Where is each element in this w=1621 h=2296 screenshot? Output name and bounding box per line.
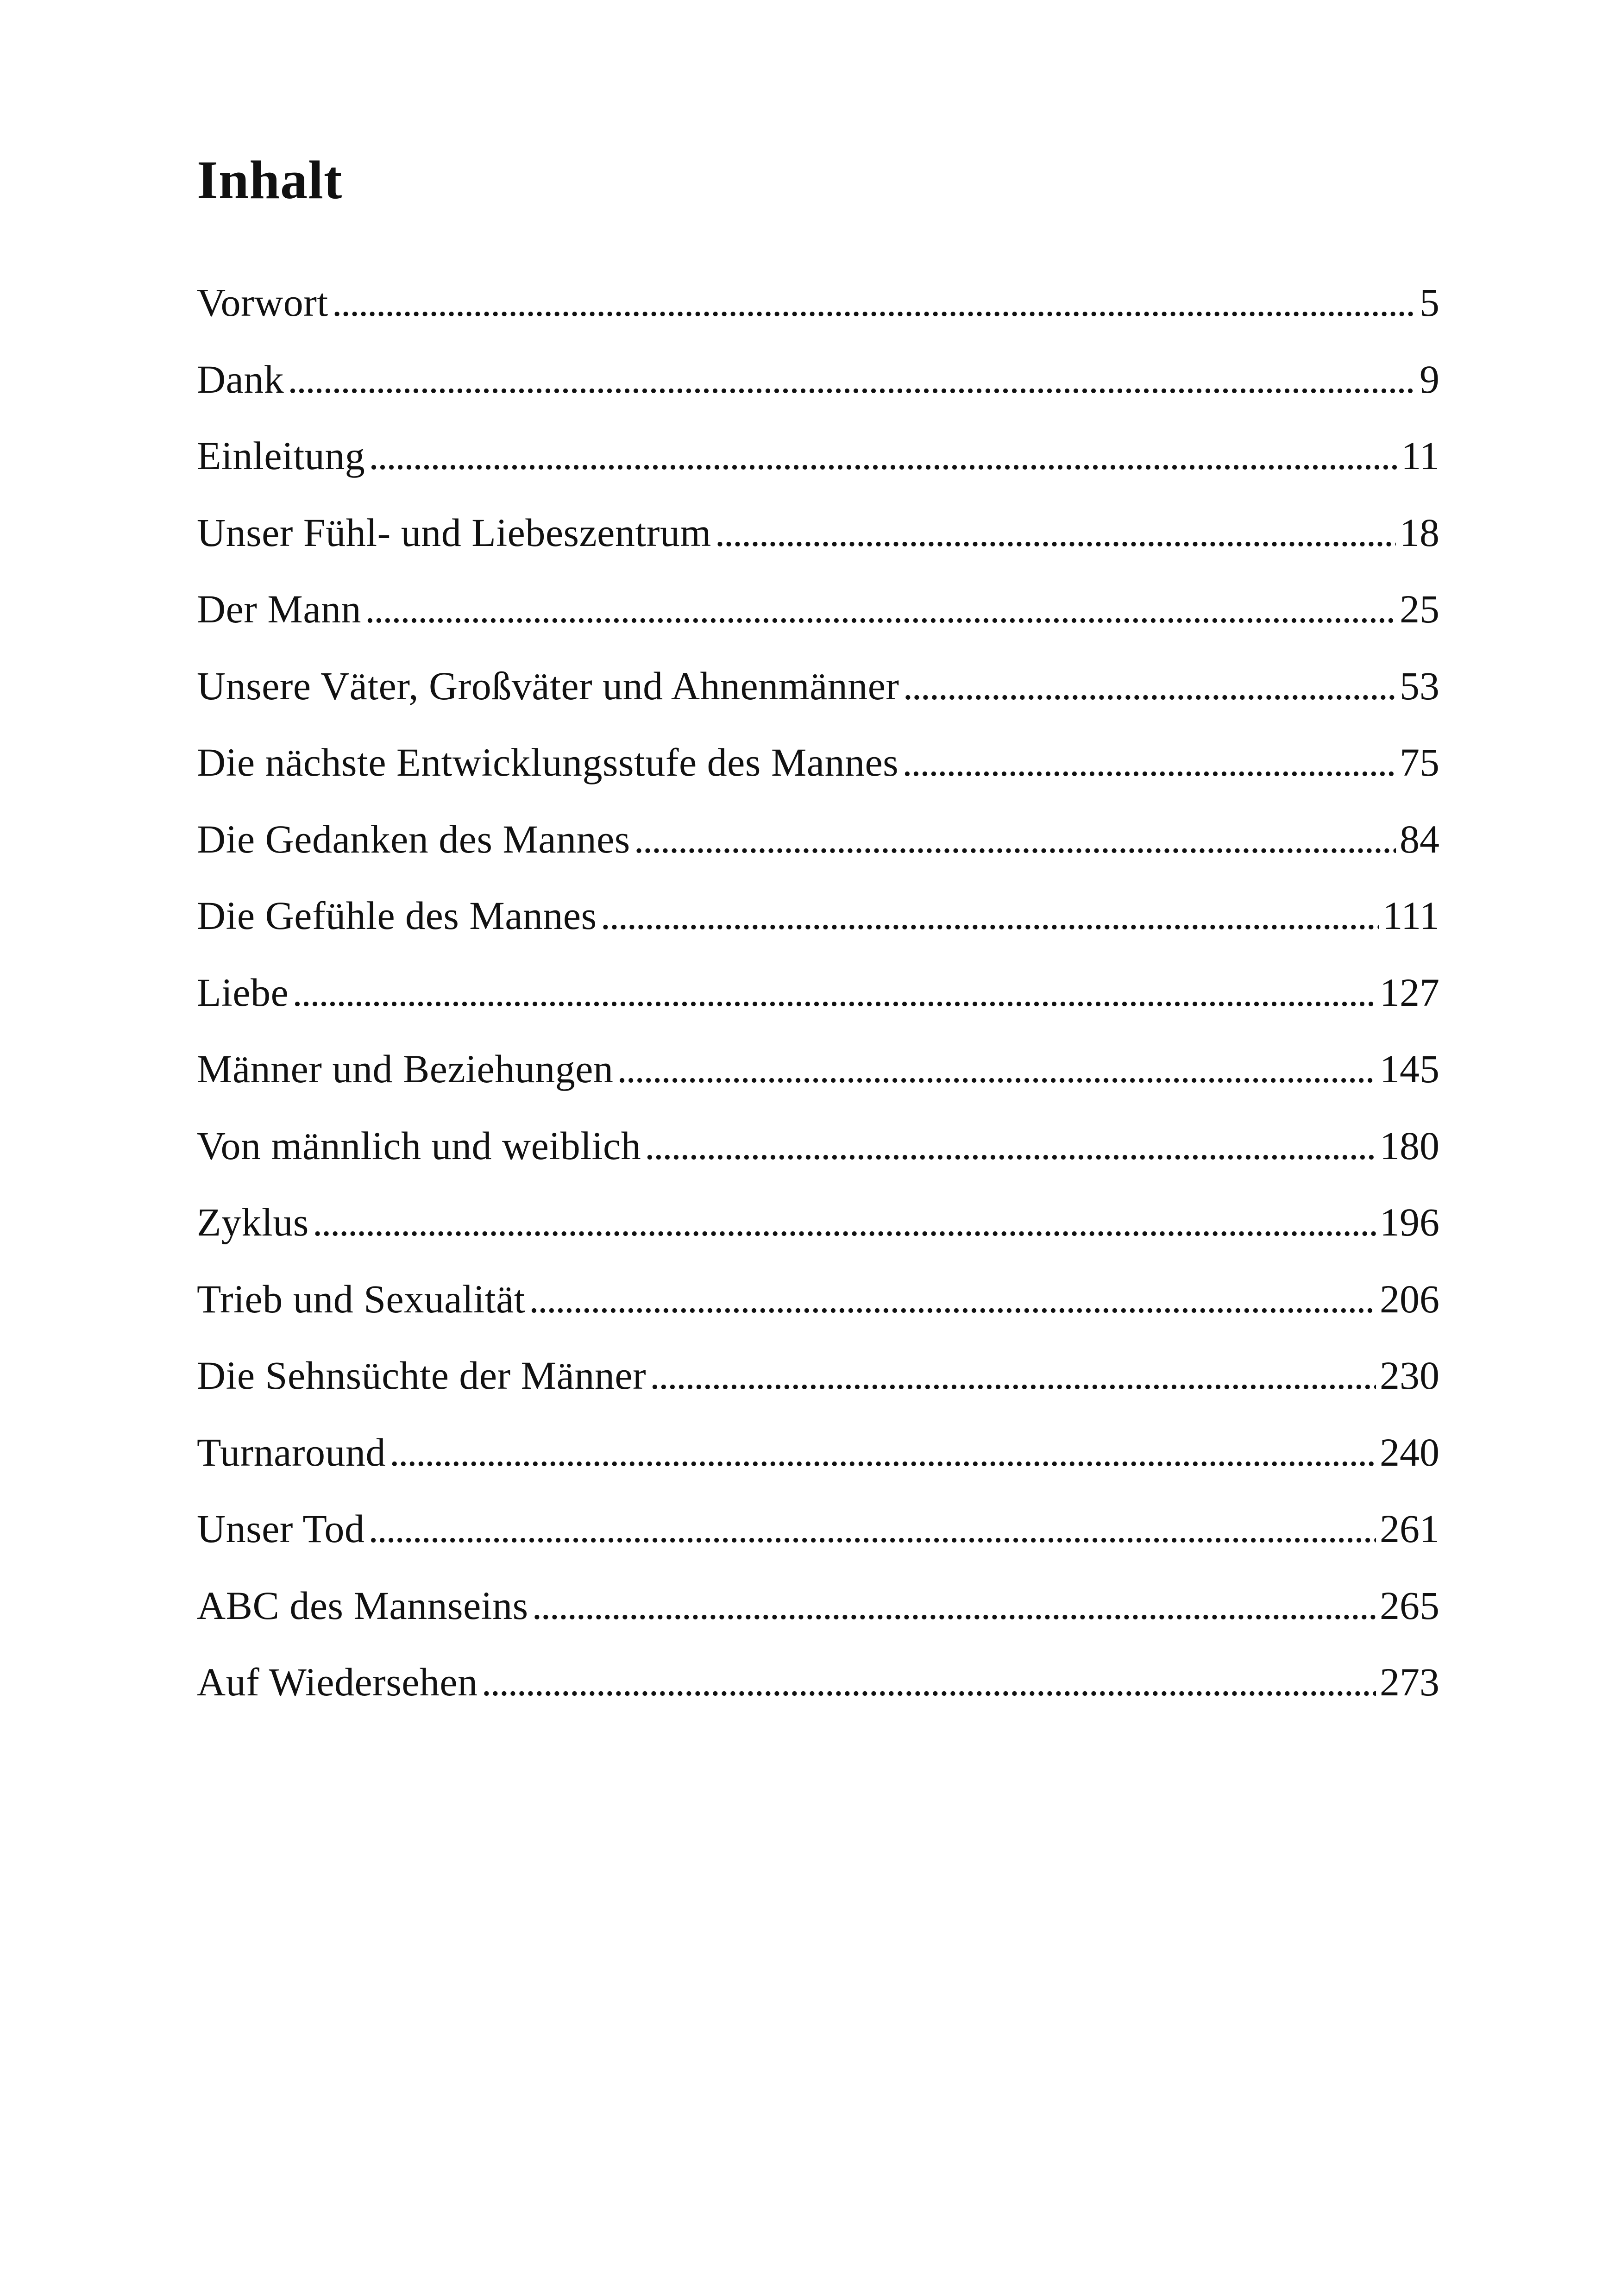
toc-entry-page-number: 5 [1420,280,1439,325]
dot-leader [365,589,1396,629]
toc-entry-page-number: 84 [1400,816,1439,861]
toc-entry-page-number: 18 [1400,510,1439,555]
dot-leader [634,819,1396,859]
toc-entry-page-number: 180 [1380,1123,1439,1168]
dot-leader [390,1432,1376,1472]
toc-entry-turnaround [197,1432,1439,1509]
page-title: Inhalt [197,150,343,210]
toc-entry-der-mann [197,589,1439,666]
dot-leader [715,513,1396,552]
toc-entry-label: Einleitung [197,433,365,478]
dot-leader [617,1049,1376,1089]
toc-entry-label: Unser Fühl- und Liebeszentrum [197,510,711,555]
toc-entry-page-number: 111 [1382,893,1439,938]
toc-entry-page-number: 145 [1380,1047,1439,1091]
table-of-contents [197,282,1439,1739]
toc-entry-beziehungen [197,1049,1439,1126]
toc-entry-dank [197,359,1439,436]
toc-entry-label: Zyklus [197,1200,309,1244]
toc-entry-page-number: 206 [1380,1276,1439,1321]
toc-entry-label: Liebe [197,970,289,1015]
toc-entry-label: Auf Wiedersehen [197,1660,478,1704]
toc-entry-label: Trieb und Sexualität [197,1276,526,1321]
toc-entry-label: Männer und Beziehungen [197,1047,614,1091]
dot-leader [288,359,1416,399]
toc-entry-label: Der Mann [197,587,362,631]
toc-entry-gedanken [197,816,1439,896]
toc-entry-gefuehle [197,893,1439,972]
dot-leader [292,972,1376,1012]
toc-entry-auf-wiedersehen [197,1662,1439,1739]
toc-entry-label: Dank [197,357,284,401]
toc-entry-page-number: 230 [1380,1353,1439,1398]
dot-leader [529,1279,1376,1319]
toc-entry-page-number: 11 [1401,433,1439,478]
toc-entry-label: Turnaround [197,1430,386,1474]
toc-entry-einleitung [197,433,1439,513]
toc-entry-label: ABC des Mannseins [197,1583,528,1628]
toc-entry-page-number: 53 [1400,663,1439,708]
toc-entry-label: Von männlich und weiblich [197,1123,641,1168]
toc-entry-page-number: 265 [1380,1583,1439,1628]
toc-entry-page-number: 9 [1420,357,1439,401]
toc-entry-fuehl-und-liebeszentrum [197,510,1439,590]
dot-leader [313,1202,1376,1242]
toc-entry-label: Die Gedanken des Mannes [197,816,630,861]
dot-leader [601,896,1379,935]
dot-leader [902,742,1396,782]
dot-leader [482,1662,1376,1702]
toc-entry-page-number: 240 [1380,1430,1439,1474]
dot-leader [368,1509,1376,1549]
toc-entry-vaeter [197,663,1439,743]
toc-entry-label: Unsere Väter, Großväter und Ahnenmänner [197,663,899,708]
toc-entry-page-number: 25 [1400,587,1439,631]
toc-entry-trieb-sexualitaet [197,1276,1439,1356]
toc-entry-unser-tod [197,1506,1439,1586]
dot-leader [369,436,1397,476]
toc-entry-label: Vorwort [197,280,328,325]
toc-entry-entwicklungsstufe [197,742,1439,819]
toc-entry-label: Die Gefühle des Mannes [197,893,597,938]
toc-entry-liebe [197,972,1439,1049]
dot-leader [645,1126,1376,1166]
toc-entry-label: Unser Tod [197,1506,365,1551]
toc-entry-label: Die nächste Entwicklungsstufe des Mannes [197,740,899,784]
toc-entry-zyklus [197,1202,1439,1279]
dot-leader [532,1586,1376,1625]
toc-entry-label: Die Sehnsüchte der Männer [197,1353,647,1398]
toc-entry-sehnsuechte [197,1355,1439,1432]
toc-entry-page-number: 273 [1380,1660,1439,1704]
dot-leader [903,666,1396,706]
toc-entry-abc-mannsein [197,1583,1439,1662]
dot-leader [650,1355,1376,1395]
toc-entry-page-number: 261 [1380,1506,1439,1551]
toc-entry-page-number: 196 [1380,1200,1439,1244]
toc-entry-page-number: 127 [1380,970,1439,1015]
toc-entry-maennlich-weiblich [197,1123,1439,1203]
dot-leader [332,282,1416,322]
toc-entry-page-number: 75 [1400,740,1439,784]
toc-entry-vorwort [197,282,1439,359]
